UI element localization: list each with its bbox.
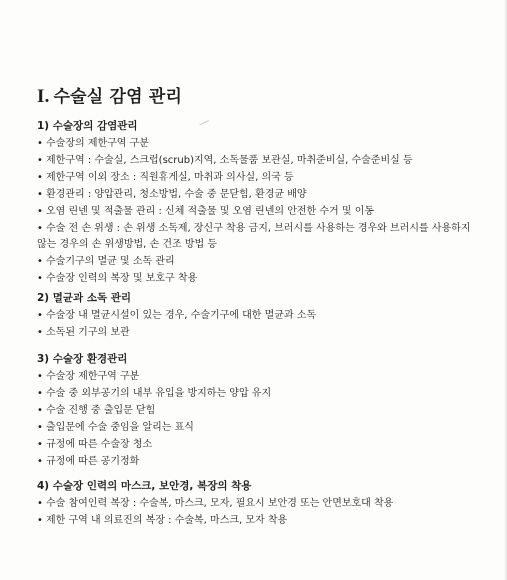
list-item [37, 454, 477, 471]
bullet-icon: • [37, 188, 43, 200]
bullet-icon: • [37, 514, 43, 526]
list-item-text: 수술기구의 멸균 및 소독 관리 [46, 256, 175, 268]
bullet-icon: • [37, 326, 43, 338]
list-item-text: 수술장 제한구역 구분 [46, 371, 140, 382]
bullet-icon: • [37, 421, 43, 433]
list-item-text: 제한 구역 내 의료진의 복장 : 수술복, 마스크, 모자 착용 [46, 514, 288, 526]
bullet-icon: • [37, 256, 43, 268]
item-list [37, 308, 477, 342]
section-heading: 2) 멸균과 소독 관리 [37, 292, 132, 304]
list-item [37, 513, 477, 530]
list-item-text: 수술 중 외부공기의 내부 유입을 방지하는 양압 유지 [46, 387, 272, 399]
bullet-icon: • [37, 154, 43, 166]
section-environment [37, 352, 477, 470]
list-item [37, 420, 477, 437]
list-item-text: 규정에 따른 공기정화 [46, 455, 140, 467]
list-item-text: 수술 전 손 위생 : 손 위생 소독제, 장신구 착용 금지, 브러시를 사용하는 경우와 브러시를 사용하지 않는 경우의 손 위생방법, 손 건조 방법 등 [37, 222, 471, 251]
section-heading: 4) 수술장 인력의 마스크, 보안경, 복장의 착용 [37, 480, 252, 492]
bullet-icon: • [37, 273, 43, 285]
bullet-icon: • [37, 138, 43, 149]
list-item-text: 제한구역 이외 장소 : 직원휴게실, 마취과 의사실, 의국 등 [46, 171, 294, 183]
list-item-text: 수술장 내 멸균시설이 있는 경우, 수술기구에 대한 멸균과 소독 [46, 310, 317, 321]
list-item [37, 369, 477, 386]
bullet-icon: • [37, 498, 43, 509]
title-text: 수술실 감염 관리 [53, 87, 183, 107]
list-item [37, 221, 477, 255]
bullet-icon: • [37, 371, 43, 382]
list-item [37, 204, 477, 221]
list-item [37, 325, 477, 342]
list-item [37, 403, 477, 420]
bullet-icon: • [37, 455, 43, 467]
list-item [37, 136, 477, 153]
bullet-icon: • [37, 310, 43, 321]
title-numeral: I. [37, 86, 50, 107]
section-heading: 1) 수술장의 감염관리 [37, 120, 138, 132]
section-infection-control [37, 119, 477, 288]
list-item-text: 소독된 기구의 보관 [46, 326, 130, 338]
list-item [37, 254, 477, 271]
bullet-icon: • [37, 438, 43, 450]
bullet-icon: • [37, 222, 43, 234]
list-item [37, 271, 477, 288]
list-item [37, 153, 477, 170]
list-item-text: 수술장의 제한구역 구분 [46, 138, 149, 149]
list-item [37, 187, 477, 204]
list-item [37, 496, 477, 513]
list-item [37, 170, 477, 187]
bullet-icon: • [37, 171, 43, 183]
item-list [37, 136, 477, 288]
list-item [37, 437, 477, 454]
section-heading: 3) 수술장 환경관리 [37, 353, 128, 365]
list-item-text: 수술 참여인력 복장 : 수술복, 마스크, 모자, 필요시 보안경 또는 안면보호대 착용 [46, 498, 394, 509]
list-item-text: 수술 진행 중 출입문 닫힘 [46, 404, 156, 416]
list-item [37, 386, 477, 403]
page-title [37, 82, 182, 108]
list-item-text: 오염 린넨 및 적출물 관리 : 신체 적출물 및 오염 린넨의 안전한 수거 및 이동 [46, 205, 375, 217]
bullet-icon: • [37, 205, 43, 217]
list-item-text: 제한구역 : 수술실, 스크럽(scrub)지역, 소독물품 보관실, 마취준비실, 수술준비실 등 [46, 154, 413, 166]
bullet-icon: • [37, 404, 43, 416]
list-item-text: 수술장 인력의 복장 및 보호구 착용 [46, 273, 198, 285]
section-attire [37, 479, 477, 530]
item-list [37, 496, 477, 530]
item-list [37, 369, 477, 470]
list-item-text: 출입문에 수술 중임을 알리는 표식 [46, 421, 194, 433]
list-item-text: 환경관리 : 양압관리, 청소방법, 수술 중 문닫힘, 환경균 배양 [46, 188, 307, 200]
list-item-text: 규정에 따른 수술장 청소 [46, 438, 153, 450]
section-sterilization [37, 291, 477, 342]
list-item [37, 308, 477, 325]
bullet-icon: • [37, 387, 43, 399]
